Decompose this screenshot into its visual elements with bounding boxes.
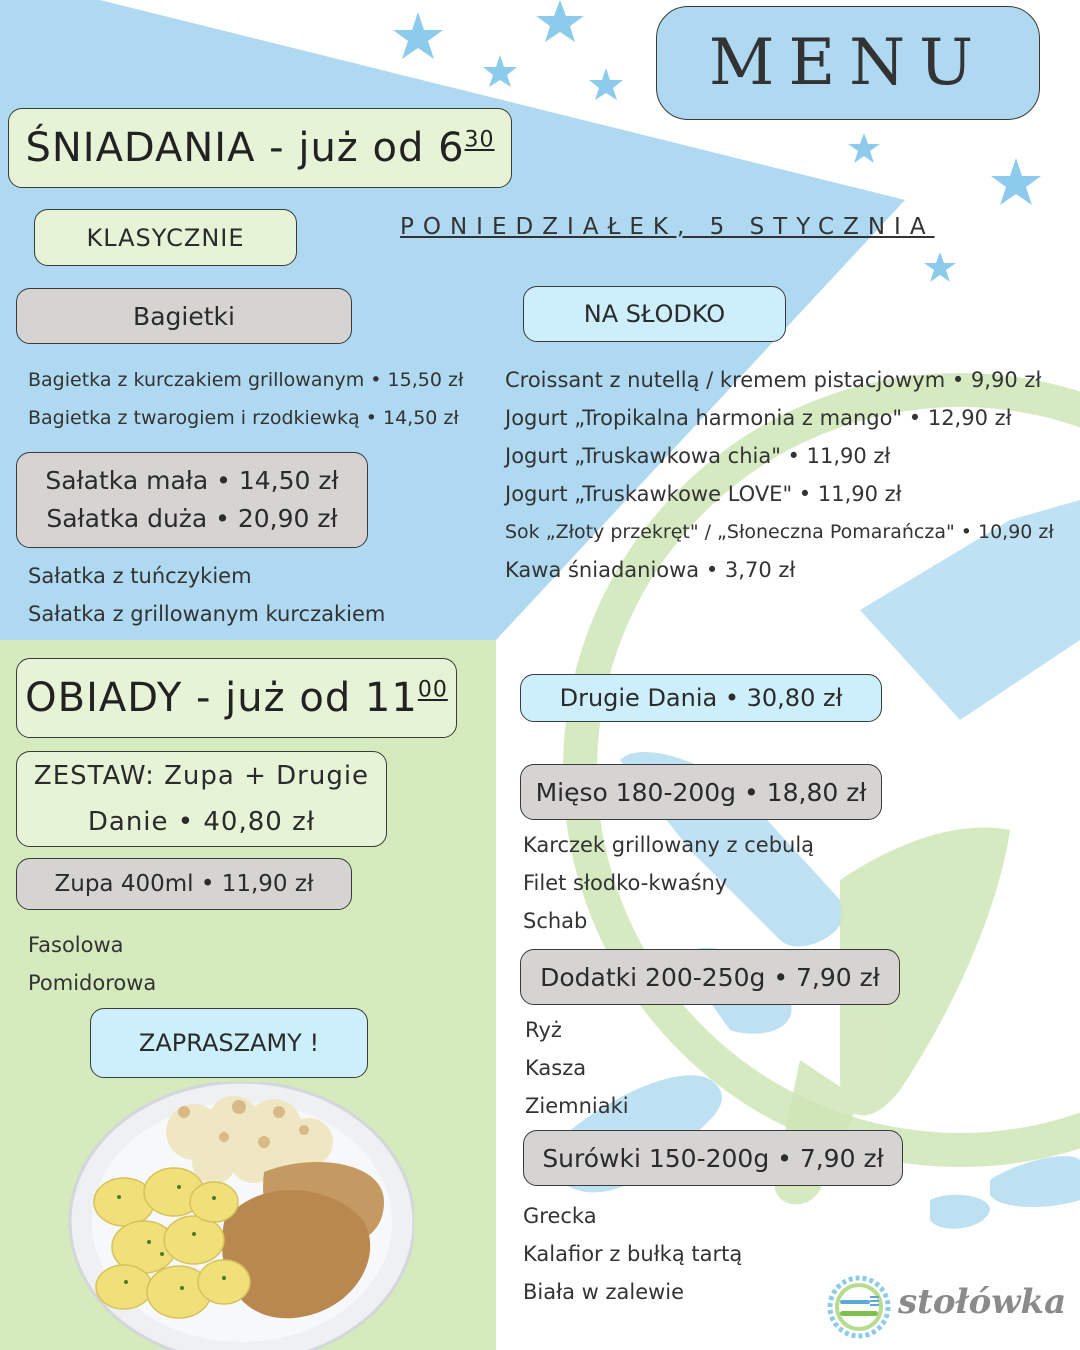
sweet-item: Sok „Złoty przekręt" / „Słoneczna Pomarańcza" • 10,90 zł	[505, 521, 1054, 543]
sweet-item: Kawa śniadaniowa • 3,70 zł	[505, 558, 796, 582]
star-icon	[393, 12, 443, 59]
baguettes-label: Bagietki	[133, 301, 235, 331]
set-line-2: Danie • 40,80 zł	[87, 807, 316, 837]
star-icon	[589, 68, 623, 100]
soup-item: Pomidorowa	[28, 971, 157, 995]
star-icon	[848, 133, 880, 163]
star-icon	[991, 158, 1041, 205]
brand-logo	[826, 1272, 1076, 1342]
lunch-header	[16, 658, 457, 738]
classic-label: KLASYCZNIE	[86, 223, 245, 252]
logo-knife-icon	[840, 1311, 878, 1316]
menu-title-box	[656, 6, 1040, 120]
set-box	[16, 751, 387, 847]
baguette-item: Bagietka z twarogiem i rzodkiewką • 14,50 zł	[28, 407, 459, 429]
meat-item: Karczek grillowany z cebulą	[523, 833, 815, 857]
salads-label: Surówki 150-200g • 7,90 zł	[542, 1143, 884, 1173]
side-item: Kasza	[525, 1056, 587, 1080]
salad-item: Sałatka z tuńczykiem	[28, 564, 252, 588]
raw-salad-item: Kalafior z bułką tartą	[523, 1242, 743, 1266]
breakfast-header	[8, 108, 512, 188]
breakfast-header-text: ŚNIADANIA - już od 6	[25, 125, 465, 171]
sweet-item: Jogurt „Truskawkowa chia" • 11,90 zł	[505, 444, 891, 468]
soup-label-box	[16, 858, 352, 910]
star-icon	[924, 252, 956, 282]
meat-label-box	[520, 764, 882, 820]
menu-title: MENU	[708, 26, 988, 100]
salad-sizes-box	[16, 452, 368, 548]
sweet-item: Jogurt „Tropikalna harmonia z mango" • 12,90 zł	[505, 406, 1012, 430]
brand-name: stołówka	[898, 1282, 1067, 1322]
sweet-item: Croissant z nutellą / kremem pistacjowym • 9,90 zł	[505, 368, 1042, 392]
salad-item: Sałatka z grillowanym kurczakiem	[28, 602, 386, 626]
classic-label-box	[34, 209, 297, 266]
lunch-header-text: OBIADY - już od 11	[25, 675, 418, 721]
sweet-label-box	[523, 286, 786, 342]
salad-small-label: Sałatka mała • 14,50 zł	[45, 466, 339, 495]
star-icon	[483, 55, 517, 87]
baguette-item: Bagietka z kurczakiem grillowanym • 15,50 zł	[28, 369, 464, 391]
sides-label-box	[520, 949, 900, 1005]
date-label: PONIEDZIAŁEK, 5 STYCZNIA	[400, 214, 935, 240]
mains-label-box	[520, 674, 882, 722]
meat-item: Schab	[523, 909, 588, 933]
meat-label: Mięso 180-200g • 18,80 zł	[535, 777, 867, 807]
food-plate-image	[64, 1082, 414, 1350]
sweet-label: NA SŁODKO	[583, 300, 726, 328]
mains-label: Drugie Dania • 30,80 zł	[559, 684, 843, 712]
set-line-1: ZESTAW: Zupa + Drugie	[33, 761, 370, 791]
side-item: Ziemniaki	[525, 1094, 629, 1118]
soup-label: Zupa 400ml • 11,90 zł	[54, 871, 314, 897]
breakfast-time-sup: 30	[464, 127, 495, 153]
sweet-item: Jogurt „Truskawkowe LOVE" • 11,90 zł	[505, 482, 902, 506]
star-icon	[536, 0, 584, 42]
salad-large-label: Sałatka duża • 20,90 zł	[46, 504, 338, 533]
salads-label-box	[523, 1130, 903, 1186]
invite-label: ZAPRASZAMY !	[138, 1029, 320, 1057]
logo-fork-icon	[840, 1300, 870, 1304]
raw-salad-item: Biała w zalewie	[523, 1280, 685, 1304]
soup-item: Fasolowa	[28, 933, 124, 957]
meat-item: Filet słodko-kwaśny	[523, 871, 728, 895]
logo-plate-icon	[826, 1274, 892, 1340]
invite-box	[90, 1008, 368, 1078]
sides-label: Dodatki 200-250g • 7,90 zł	[540, 962, 880, 992]
side-item: Ryż	[525, 1018, 562, 1042]
raw-salad-item: Grecka	[523, 1204, 597, 1228]
baguettes-label-box	[16, 288, 352, 344]
lunch-time-sup: 00	[417, 677, 448, 703]
